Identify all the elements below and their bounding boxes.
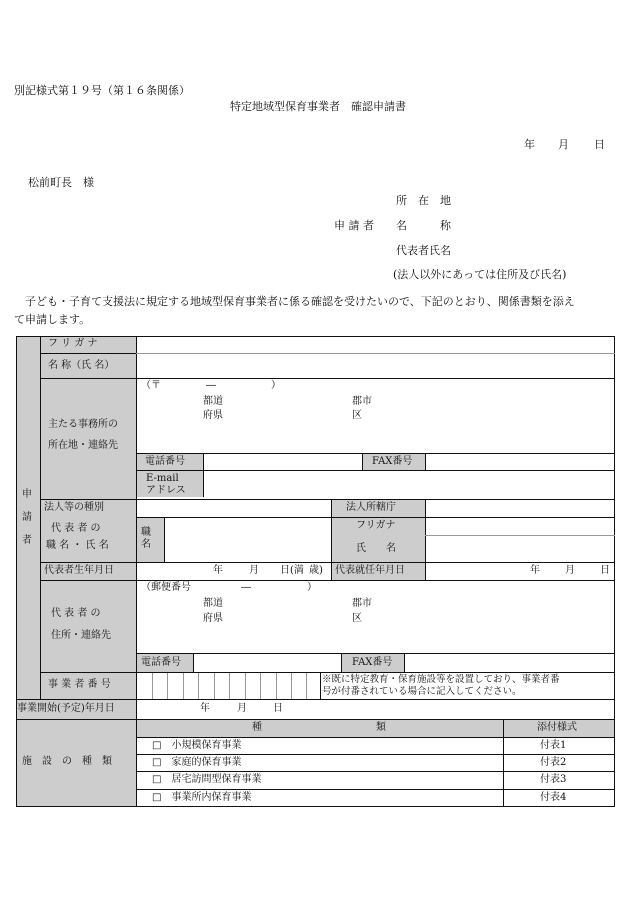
tenure-year: 年 (530, 565, 540, 576)
start-label: 事業開始(予定)年月日 (17, 703, 115, 714)
todofu2: 都道 (203, 598, 223, 609)
biz-note-1: ※既に特定教育・保育施設等を設置しており、事業者番 (322, 674, 560, 685)
name-label: 名 称 (396, 219, 451, 232)
facility-2-attach: 付表2 (540, 757, 567, 768)
facility-3-name: □ 居宅訪問型保育事業 (152, 774, 262, 785)
birth-year: 年 (213, 565, 223, 576)
intro-line-1: 子ども・子育て支援法に規定する地域型保育事業者に係る確認を受けたいので、下記のとおり、関係書類を添え (14, 295, 575, 308)
facility-1-name: □ 小規模保育事業 (152, 740, 242, 751)
rep-title-label-1: 代 表 者 の (51, 523, 101, 534)
form-number: 別記様式第１９号（第１６条関係） (14, 84, 190, 97)
postal-open: （〒 (141, 380, 161, 391)
rui-header: 類 (376, 722, 386, 733)
start-year: 年 (200, 703, 210, 714)
addressee: 松前町長 様 (28, 176, 94, 189)
shoku-label-1: 職 (141, 527, 151, 538)
rep-title-label-2: 職 名 ・ 氏 名 (46, 540, 109, 551)
fuken2: 府県 (203, 613, 223, 624)
postal-dash: ― (206, 380, 216, 391)
date-year: 年 (524, 138, 535, 151)
tenure-label: 代表就任年月日 (335, 565, 405, 576)
biz-number-label: 事 業 者 番 号 (48, 679, 111, 690)
name-row-label: 名 称（氏 名） (48, 360, 115, 371)
tel-label: 電話番号 (145, 456, 185, 467)
facility-4-name: □ 事業所内保育事業 (152, 792, 252, 803)
tel2-label: 電話番号 (141, 657, 181, 668)
shimei-label: 氏 名 (356, 543, 396, 554)
date-month: 月 (558, 138, 569, 151)
facility-4-attach: 付表4 (540, 792, 567, 803)
furigana-label: フ リ ガ ナ (48, 338, 98, 349)
facility-2-name: □ 家庭的保育事業 (152, 757, 242, 768)
date-day: 日 (594, 138, 605, 151)
applicant-note: (法人以外にあっては住所及び氏名) (393, 268, 567, 281)
postal2-close: ） (307, 582, 317, 593)
birth-month: 月 (249, 565, 259, 576)
facility-3-attach: 付表3 (540, 774, 567, 785)
shu-header: 種 (252, 722, 262, 733)
postal2-open: （郵便番号 (141, 582, 191, 593)
side-label-2: 請 (22, 512, 32, 523)
ku2: 区 (352, 613, 362, 624)
corp-type-label: 法人等の種別 (44, 502, 104, 513)
office-label-2: 所在地・連絡先 (48, 440, 118, 451)
gunshi: 郡市 (352, 396, 372, 407)
fuken: 府県 (203, 410, 223, 421)
corp-office-label: 法人所轄庁 (346, 502, 396, 513)
rep-addr-label-2: 住所・連絡先 (51, 630, 111, 641)
fax-label: FAX番号 (372, 456, 413, 467)
tenure-day: 日 (600, 565, 610, 576)
fax2-label: FAX番号 (352, 657, 393, 668)
facility-type-label: 施 設 の 種 類 (22, 756, 112, 767)
rep-furigana-label: フリガナ (356, 520, 396, 531)
side-label-1: 申 (22, 489, 32, 500)
intro-line-2: て申請します。 (14, 313, 91, 326)
birth-label: 代表者生年月日 (44, 565, 114, 576)
todofu: 都道 (203, 396, 223, 407)
office-label-1: 主たる事務所の (48, 419, 118, 430)
shoku-label-2: 名 (141, 539, 151, 550)
rep-addr-label-1: 代 表 者 の (51, 608, 101, 619)
start-month: 月 (237, 703, 247, 714)
postal-close: ） (271, 380, 281, 391)
rep-label: 代表者氏名 (396, 244, 451, 257)
biz-note-2: 号が付番されている場合に記入してください。 (322, 686, 522, 697)
birth-age: 歳) (309, 565, 323, 576)
ku: 区 (352, 410, 362, 421)
address-label: 所 在 地 (396, 194, 451, 207)
attach-header: 添付様式 (537, 722, 577, 733)
page-title: 特定地域型保育事業者 確認申請書 (230, 100, 406, 113)
postal2-dash: ― (241, 582, 251, 593)
applicant-label: 申 請 者 (334, 219, 374, 232)
side-label-3: 者 (22, 535, 32, 546)
start-day: 日 (273, 703, 283, 714)
birth-day: 日(満 (280, 565, 304, 576)
email-label-2: アドレス (146, 485, 186, 496)
tenure-month: 月 (565, 565, 575, 576)
gunshi2: 郡市 (352, 598, 372, 609)
facility-1-attach: 付表1 (540, 740, 567, 751)
email-label-1: E-mail (146, 473, 179, 484)
